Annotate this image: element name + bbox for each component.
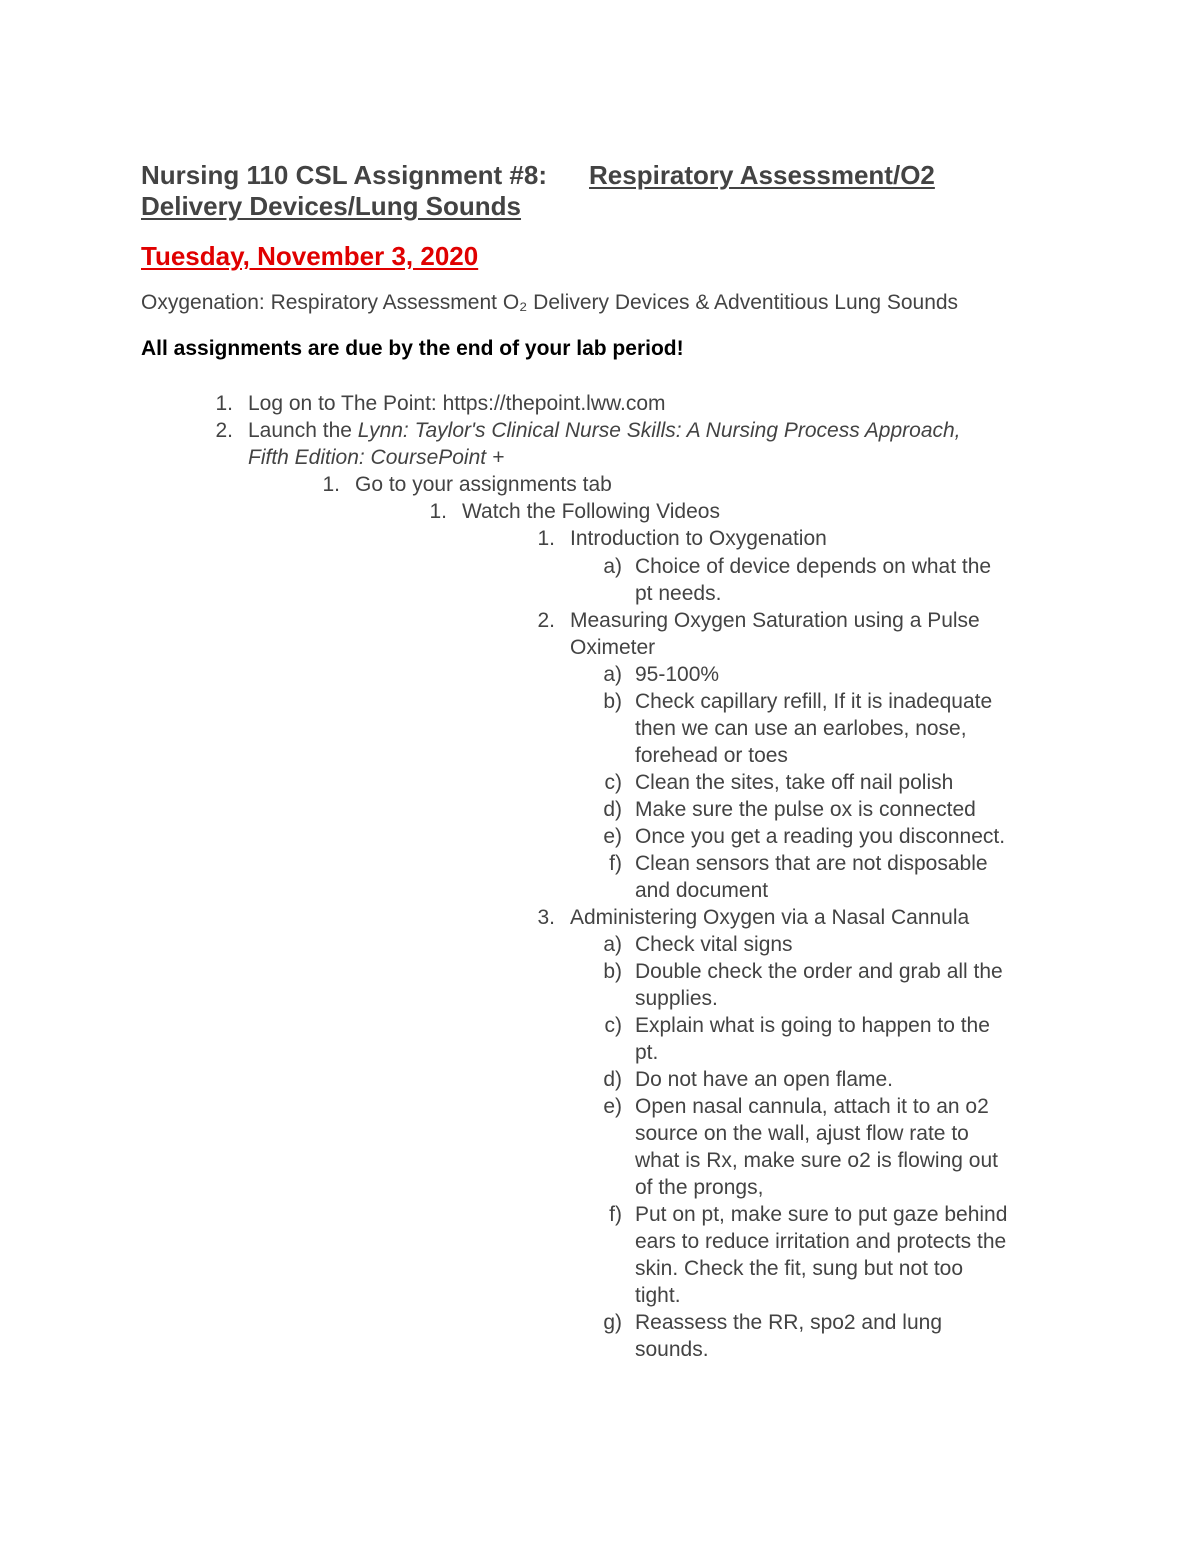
note-marker: a): [603, 663, 622, 686]
note-text: Clean the sites, take off nail polish: [635, 771, 954, 794]
note-marker: a): [603, 555, 622, 578]
note-text: Once you get a reading you disconnect.: [635, 825, 1006, 848]
note-marker: e): [603, 1095, 622, 1118]
note-text: Do not have an open flame.: [635, 1068, 894, 1091]
note-marker: a): [603, 933, 622, 956]
note-text: Clean sensors that are not disposable: [635, 852, 988, 875]
title-topic: Respiratory Assessment/O2: [589, 160, 935, 190]
note-text: Reassess the RR, spo2 and lung: [635, 1311, 943, 1334]
note-text: Check vital signs: [635, 933, 793, 956]
title-topic-continued: Delivery Devices/Lung Sounds: [141, 191, 522, 221]
note-text: pt needs.: [635, 582, 722, 605]
note-text: Double check the order and grab all the: [635, 960, 1003, 983]
note-marker: c): [604, 1014, 622, 1037]
note-marker: b): [603, 690, 622, 713]
note-text: sounds.: [635, 1338, 709, 1361]
note-text: source on the wall, ajust flow rate to: [635, 1122, 969, 1145]
list-marker: 2.: [537, 609, 555, 632]
note-marker: f): [609, 852, 622, 875]
list-item-text: Launch the: [248, 419, 358, 442]
note-text: Make sure the pulse ox is connected: [635, 798, 976, 821]
video-title: Oximeter: [570, 636, 656, 659]
note-marker: d): [603, 798, 622, 821]
due-note: All assignments are due by the end of your lab period!: [141, 337, 684, 360]
note-marker: g): [603, 1311, 622, 1334]
note-text: ears to reduce irritation and protects the: [635, 1230, 1007, 1253]
note-text: forehead or toes: [635, 744, 788, 767]
note-text: Choice of device depends on what the: [635, 555, 992, 578]
note-text: and document: [635, 879, 769, 902]
note-text: then we can use an earlobes, nose,: [635, 717, 967, 740]
note-text: Check capillary refill, If it is inadequate: [635, 690, 993, 713]
note-text: what is Rx, make sure o2 is flowing out: [635, 1149, 998, 1172]
title-course: Nursing 110 CSL Assignment #8:: [141, 160, 548, 190]
assignment-subtitle: Oxygenation: Respiratory Assessment O₂ Delivery Devices & Adventitious Lung Sounds: [141, 291, 959, 314]
note-marker: d): [603, 1068, 622, 1091]
note-text: pt.: [635, 1041, 659, 1064]
note-text: of the prongs,: [635, 1176, 764, 1199]
note-text: 95-100%: [635, 663, 720, 686]
note-text: supplies.: [635, 987, 718, 1010]
list-marker: 1.: [429, 500, 447, 523]
list-marker: 1.: [537, 527, 555, 550]
note-marker: e): [603, 825, 622, 848]
note-text: Open nasal cannula, attach it to an o2: [635, 1095, 989, 1118]
list-item-text: Watch the Following Videos: [462, 500, 720, 523]
list-item-text: Go to your assignments tab: [355, 473, 612, 496]
list-item-text: Log on to The Point: https://thepoint.lww.com: [248, 392, 666, 415]
list-marker: 3.: [537, 906, 555, 929]
document-title: [141, 160, 1061, 222]
note-marker: f): [609, 1203, 622, 1226]
list-marker: 2.: [215, 419, 233, 442]
note-text: tight.: [635, 1284, 681, 1307]
note-text: Put on pt, make sure to put gaze behind: [635, 1203, 1008, 1226]
video-title: Introduction to Oxygenation: [570, 527, 827, 550]
video-title: Administering Oxygen via a Nasal Cannula: [570, 906, 970, 929]
book-title: Lynn: Taylor's Clinical Nurse Skills: A Nursing Process Approach,: [357, 419, 961, 442]
note-text: skin. Check the fit, sung but not too: [635, 1257, 964, 1280]
note-marker: b): [603, 960, 622, 983]
list-marker: 1.: [215, 392, 233, 415]
note-marker: c): [604, 771, 622, 794]
book-edition: Fifth Edition: CoursePoint +: [248, 446, 505, 469]
note-text: Explain what is going to happen to the: [635, 1014, 990, 1037]
list-marker: 1.: [322, 473, 340, 496]
assignment-date: Tuesday, November 3, 2020: [141, 241, 479, 271]
video-title: Measuring Oxygen Saturation using a Pulse: [570, 609, 980, 632]
